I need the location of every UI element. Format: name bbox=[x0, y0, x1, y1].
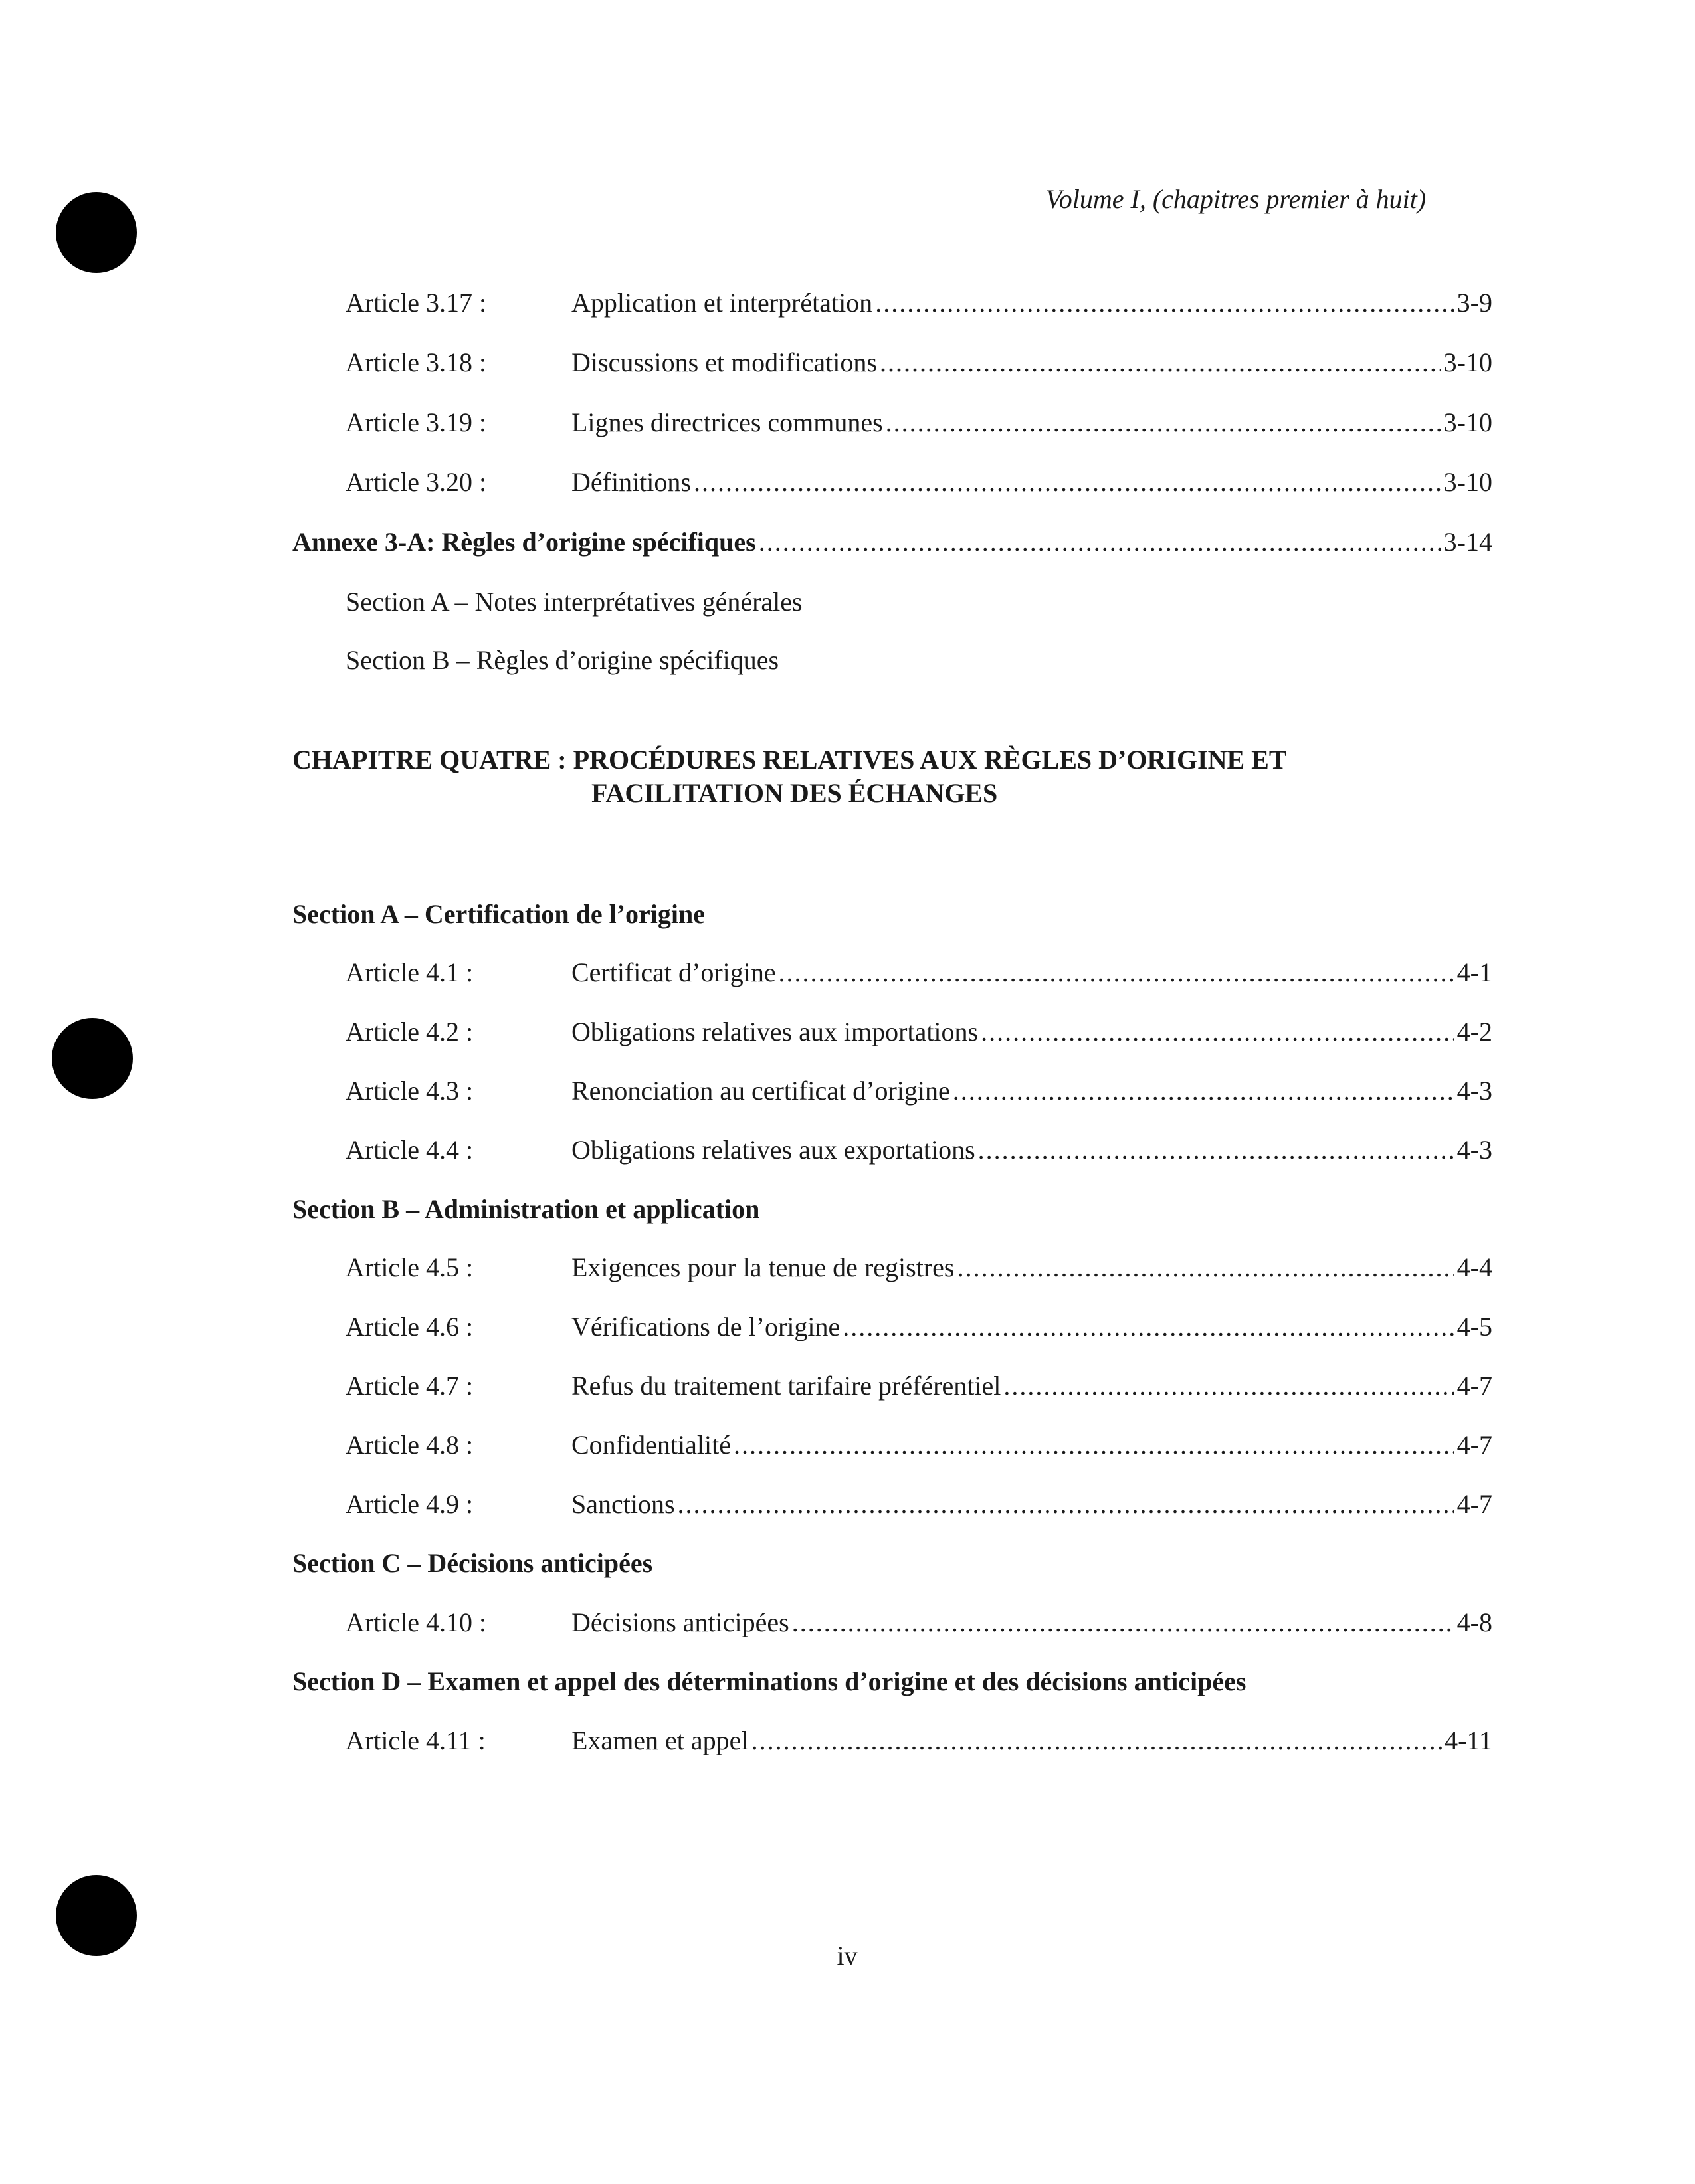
dot-leader bbox=[880, 346, 1441, 380]
toc-entry-title: Discussions et modifications bbox=[571, 347, 877, 377]
dot-leader bbox=[779, 955, 1454, 990]
dot-leader bbox=[759, 525, 1441, 559]
toc-section-heading[interactable]: Section A – Certification de l’origine bbox=[292, 899, 706, 929]
chapter-title-line-1: CHAPITRE QUATRE : PROCÉDURES RELATIVES AUX RÈGLES D’ORIGINE ET bbox=[292, 745, 1287, 775]
toc-page-number: 3-10 bbox=[1443, 407, 1492, 437]
dot-leader bbox=[751, 1724, 1443, 1758]
toc-entry-title: Définitions bbox=[571, 467, 691, 497]
binder-hole-middle bbox=[52, 1018, 133, 1099]
page-number: iv bbox=[837, 1941, 858, 1971]
toc-entry[interactable] bbox=[292, 1605, 1492, 1640]
toc-article-number: Article 4.1 : bbox=[346, 957, 474, 987]
toc-entry-title: Lignes directrices communes bbox=[571, 407, 883, 437]
toc-entry[interactable] bbox=[292, 405, 1492, 440]
toc-page-number: 3-9 bbox=[1456, 288, 1492, 318]
toc-entry[interactable] bbox=[292, 346, 1492, 380]
toc-page-number: 4-3 bbox=[1456, 1135, 1492, 1165]
toc-entry-title: Examen et appel bbox=[571, 1726, 749, 1755]
toc-entry-title: Refus du traitement tarifaire préférentiel bbox=[571, 1371, 1001, 1401]
toc-article-number: Article 4.4 : bbox=[346, 1135, 474, 1165]
chapter-title-line-2: FACILITATION DES ÉCHANGES bbox=[591, 778, 998, 808]
toc-entry[interactable] bbox=[292, 1015, 1492, 1049]
toc-entry[interactable] bbox=[292, 1074, 1492, 1108]
dot-leader bbox=[886, 405, 1441, 440]
toc-page-number: 4-3 bbox=[1456, 1076, 1492, 1106]
toc-article-number: Article 4.7 : bbox=[346, 1371, 474, 1401]
toc-entry[interactable] bbox=[292, 286, 1492, 320]
dot-leader bbox=[734, 1428, 1454, 1462]
toc-article-number: Article 4.3 : bbox=[346, 1076, 474, 1106]
toc-entry-title: Renonciation au certificat d’origine bbox=[571, 1076, 950, 1106]
toc-entry-title: Confidentialité bbox=[571, 1430, 731, 1460]
toc-article-number: Article 3.17 : bbox=[346, 288, 487, 318]
toc-annex-section[interactable]: Section A – Notes interprétatives générales bbox=[346, 587, 803, 617]
toc-entry[interactable] bbox=[292, 1487, 1492, 1522]
toc-article-number: Article 4.2 : bbox=[346, 1017, 474, 1046]
toc-entry-title: Exigences pour la tenue de registres bbox=[571, 1252, 955, 1282]
dot-leader bbox=[875, 286, 1454, 320]
dot-leader bbox=[694, 465, 1441, 500]
toc-entry-title: Certificat d’origine bbox=[571, 957, 776, 987]
binder-hole-bottom bbox=[56, 1875, 137, 1956]
toc-article-number: Article 4.5 : bbox=[346, 1252, 474, 1282]
toc-entry[interactable] bbox=[292, 955, 1492, 990]
dot-leader bbox=[957, 1250, 1454, 1285]
toc-entry[interactable] bbox=[292, 1724, 1492, 1758]
toc-article-number: Article 4.10 : bbox=[346, 1607, 487, 1637]
toc-page-number: 4-4 bbox=[1456, 1252, 1492, 1282]
toc-entry-title: Application et interprétation bbox=[571, 288, 873, 318]
toc-entry-title: Obligations relatives aux importations bbox=[571, 1017, 979, 1046]
dot-leader bbox=[792, 1605, 1454, 1640]
toc-page-number: 4-11 bbox=[1445, 1726, 1492, 1755]
toc-page-number: 3-10 bbox=[1443, 467, 1492, 497]
dot-leader bbox=[981, 1015, 1454, 1049]
toc-entry[interactable] bbox=[292, 1428, 1492, 1462]
toc-page-number: 4-5 bbox=[1456, 1312, 1492, 1341]
dot-leader bbox=[978, 1133, 1454, 1167]
toc-entry[interactable] bbox=[292, 1250, 1492, 1285]
toc-article-number: Article 4.6 : bbox=[346, 1312, 474, 1341]
binder-hole-top bbox=[56, 192, 137, 273]
toc-article-number: Article 3.20 : bbox=[346, 467, 487, 497]
toc-entry-title: Obligations relatives aux exportations bbox=[571, 1135, 975, 1165]
toc-page-number: 4-7 bbox=[1456, 1371, 1492, 1401]
toc-annex-section[interactable]: Section B – Règles d’origine spécifiques bbox=[346, 645, 779, 675]
toc-section-heading[interactable]: Section B – Administration et application bbox=[292, 1194, 760, 1224]
dot-leader bbox=[843, 1310, 1454, 1344]
toc-article-number: Article 4.9 : bbox=[346, 1489, 474, 1519]
toc-article-number: Article 4.11 : bbox=[346, 1726, 486, 1755]
toc-section-heading[interactable]: Section D – Examen et appel des déterminations d’origine et des décisions anticipées bbox=[292, 1666, 1246, 1696]
toc-page-number: 4-7 bbox=[1456, 1489, 1492, 1519]
toc-annex-title: Annexe 3-A: Règles d’origine spécifiques bbox=[292, 527, 756, 557]
toc-entry[interactable] bbox=[292, 1369, 1492, 1403]
dot-leader bbox=[953, 1074, 1454, 1108]
toc-page-number: 4-2 bbox=[1456, 1017, 1492, 1046]
toc-page-number: 3-14 bbox=[1443, 527, 1492, 557]
toc-entry-title: Sanctions bbox=[571, 1489, 675, 1519]
toc-page-number: 4-7 bbox=[1456, 1430, 1492, 1460]
running-header: Volume I, (chapitres premier à huit) bbox=[1045, 184, 1427, 214]
toc-entry-title: Vérifications de l’origine bbox=[571, 1312, 841, 1341]
toc-entry[interactable] bbox=[292, 1133, 1492, 1167]
toc-entry[interactable] bbox=[292, 465, 1492, 500]
toc-section-heading[interactable]: Section C – Décisions anticipées bbox=[292, 1548, 653, 1578]
toc-annex-entry[interactable] bbox=[292, 525, 1492, 559]
dot-leader bbox=[1003, 1369, 1454, 1403]
toc-entry-title: Décisions anticipées bbox=[571, 1607, 789, 1637]
toc-article-number: Article 4.8 : bbox=[346, 1430, 474, 1460]
toc-page-number: 4-1 bbox=[1456, 957, 1492, 987]
toc-entry[interactable] bbox=[292, 1310, 1492, 1344]
toc-article-number: Article 3.19 : bbox=[346, 407, 487, 437]
toc-page-number: 3-10 bbox=[1443, 347, 1492, 377]
toc-article-number: Article 3.18 : bbox=[346, 347, 487, 377]
toc-page-number: 4-8 bbox=[1456, 1607, 1492, 1637]
dot-leader bbox=[678, 1487, 1454, 1522]
